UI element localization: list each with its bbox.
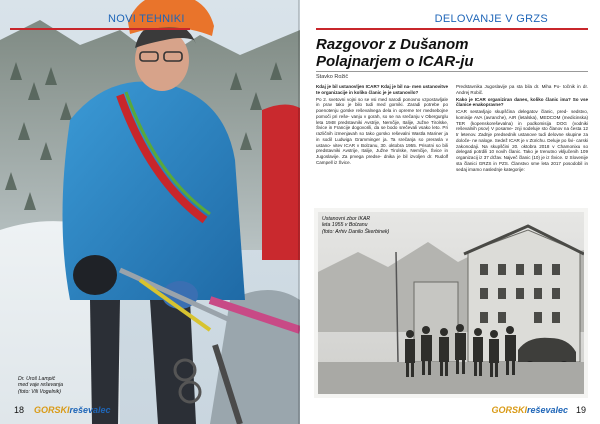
magazine-name-part-a: GORSKI [491,405,527,415]
text-column-1 [316,84,448,167]
article-title [316,36,586,70]
photo-caption-right [322,216,402,235]
historic-photo-frame [314,208,588,398]
text-column-2 [456,84,588,173]
article-title-line: Razgovor z Dušanom [316,36,469,53]
caption-line: (foto: Vili Vogelnik) [18,388,61,395]
title-rule [316,71,588,72]
caption-line: Ustanovni zbor IKAR [322,216,371,222]
interview-question: Kako je ICAR organiziran danes, koliko članic ima? So vse članice enakopravne? [456,96,588,108]
magazine-name-part-a: GORSKI [34,405,70,415]
section-title-left: NOVI TEHNIKI [108,13,185,25]
photo-caption-left [18,376,138,395]
interview-question: Kdaj je bil ustanovljen ICAR? Kdaj je bil na- men ustanovitve te organizacije in koliko članic je je ustanovilo? [316,84,448,95]
section-rule-left [10,28,190,30]
magazine-name-part-b: reševalec [69,405,111,415]
interview-answer: Po 2. svetovni vojni so se vsi med narodi ponovno vzpostavljale in prav tako je bilo tudi med gorniki. Zaradi potrebe po poenotenju gorske reševalnega dela in opreme ter medsebojne pomoči pri reše- vanju v gorah, so se na srečanju v Obergurglu leta 1948 predstavniki Avstrije, Nemčije, Italije, Južne Tirolske, Švice in Francije dogovorili, da se bodo srečevali vsako leto. Pri različnih izmenjavah so tako gorsko reševalni Wastla Mariner ja in sodil Ludwiga Gramminger ja. Ta srečanja so prerasla v ustano- vitev ICAR v Bolzanu, 30. oktobra 1955. Prisotni so bili predstavniki Avstrije, Italije, Južne Tirolske, Nemčije, Švice in Jugoslavije. Za prvega predse- dnika je bil izvoljen dr. Rudolf Campell iz Švice. [316,96,448,165]
article-author: Stavko Rožič [316,74,349,80]
interview-answer: Predstavnika Jugoslavije pa sta bila dr. Miha Po- točnik in dr. Andrej Robič. [456,84,588,95]
right-page [300,0,600,424]
magazine-name-right [491,405,568,415]
caption-line: med vaje reševanja [18,382,63,389]
page-number-left: 18 [14,405,25,415]
section-title-right: DELOVANJE V GRZS [434,13,548,25]
historic-photo [318,212,584,394]
page-number-right: 19 [575,405,586,415]
section-rule-right [316,28,588,30]
magazine-name-part-b: reševalec [526,405,568,415]
interview-answer: ICAR sestavljajo skupščina delegatov članic, pred- sedstvo, komisije AVA (avranche), AIR (letalska), MEDCOM (medicinska) TER (kopenskoreševalna) in podkomisija DOG (vodniki reševalnih psov) V posame- znji sodeluje sto članov na česta 12 tr letenov. Zadnje predsednik ustanove tudi delovne skupine za določe- ne naloge. Sedež ICAR je v Zürichu. Deluje po švi- carski zakonodaji. Na skupščini 20. oktobra 2018 v Chamonixu so delegati potrdili 10 novih članic. Tako je trenutno vključenih 109 organizacij iz 37 držav. Največ članic (10) je iz Švice. Iz Slovenije sta članici GRZS in PZS. Članstvo sme leta 2017 posodobil in sedaj imamo naslednje kategorije: [456,109,588,172]
magazine-name-left [34,405,111,415]
caption-line: Dr. Uroš Lampič [18,376,56,382]
article-title-line: Polajnarjem o ICAR-ju [316,53,474,70]
caption-line: (foto: Arhiv Danilo Škerbinek) [322,228,390,235]
caption-line: leta 1955 v Bolzanu [322,222,368,229]
